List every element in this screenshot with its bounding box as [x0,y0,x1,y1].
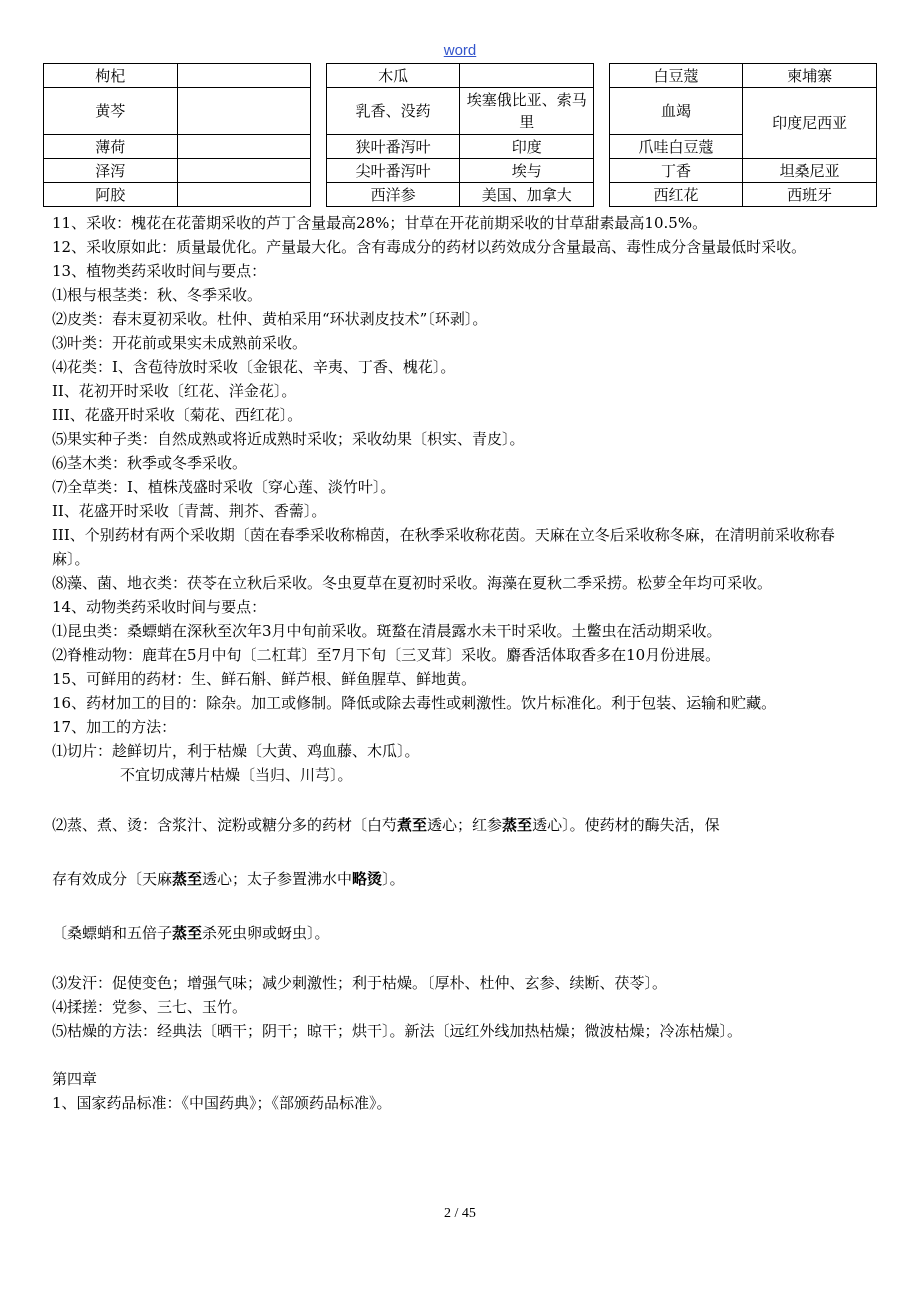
text-run: 透心；红参 [427,816,503,834]
paragraph: ⑴切片：趁鲜切片，利于枯燥〔大黄、鸡血藤、木瓜〕。 [52,742,420,760]
paragraph [52,813,872,837]
paragraph: ⑵皮类：春末夏初采收。杜仲、黄柏采用“环状剥皮技术”〔环剥〕。 [52,310,488,328]
table-cell: 西红花 [609,183,743,207]
paragraph: II、花盛开时采收〔青蒿、荆芥、香薷〕。 [52,502,327,520]
table-cell: 枸杞 [44,64,178,88]
paragraph: ⑹茎木类：秋季或冬季采收。 [52,454,248,472]
table-cell: 柬埔寨 [743,64,877,88]
herb-origin-table [43,63,877,207]
paragraph: ⑻藻、菌、地衣类：茯苓在立秋后采收。冬虫夏草在夏初时采收。海藻在夏秋二季采捞。松萝全年均可采收。 [52,574,773,592]
bold-text: 略烫 [352,870,383,888]
paragraph: ⑶叶类：开花前或果实未成熟前采收。 [52,334,308,352]
table-cell: 西洋参 [326,183,460,207]
paragraph: 15、可鲜用的药材：生、鲜石斛、鲜芦根、鲜鱼腥草、鲜地黄。 [52,670,477,688]
paragraph: ⑷花类：I、含苞待放时采收〔金银花、辛夷、丁香、槐花〕。 [52,358,456,376]
table-cell: 尖叶番泻叶 [326,159,460,183]
table-cell: 狭叶番泻叶 [326,135,460,159]
table-cell: 印度 [460,135,594,159]
table-cell: 坦桑尼亚 [743,159,877,183]
chapter-heading: 第四章 [52,1070,98,1088]
table-cell: 黄芩 [44,88,178,135]
table-row [44,64,877,88]
table-cell [177,135,311,159]
table-cell: 薄荷 [44,135,178,159]
paragraph: ⑸枯燥的方法：经典法〔晒干；阴干；晾干；烘干〕。新法〔远红外线加热枯燥；微波枯燥；冷冻枯燥〕。 [52,1022,743,1040]
paragraph: 16、药材加工的目的：除杂。加工或修制。降低或除去毒性或刺激性。饮片标准化。利于包装、运输和贮藏。 [52,694,777,712]
table-cell: 埃塞俄比亚、索马里 [460,88,594,135]
table-row [44,183,877,207]
table-cell: 丁香 [609,159,743,183]
header-word-link[interactable]: word [443,42,477,59]
table-cell: 美国、加拿大 [460,183,594,207]
document-body [52,211,872,1115]
paragraph: ⑷揉搓：党参、三七、玉竹。 [52,998,248,1016]
paragraph: II、花初开时采收〔红花、洋金花〕。 [52,382,297,400]
bold-text: 煮至 [397,816,428,834]
paragraph: 12、采收原如此：质量最优化。产量最大化。含有毒成分的药材以药效成分含量最高、毒性成分含量最低时采收。 [52,238,807,256]
table-cell [460,64,594,88]
paragraph [52,921,872,945]
table-cell: 乳香、没药 [326,88,460,135]
table-row [44,88,877,135]
table-cell: 印度尼西亚 [743,88,877,159]
paragraph: ⑶发汗：促使变色；增强气味；减少刺激性；利于枯燥。〔厚朴、杜仲、玄参、续断、茯苓〕。 [52,974,668,992]
table-gap [311,64,327,207]
table-cell: 爪哇白豆蔻 [609,135,743,159]
text-run: 〔桑螵蛸和五倍子 [52,924,173,942]
table-cell: 泽泻 [44,159,178,183]
paragraph: III、个别药材有两个采收期〔茵在春季采收称棉茵，在秋季采收称花茵。天麻在立冬后采收称冬麻，在清明前采收称春麻〕。 [52,526,835,568]
table-cell: 血竭 [609,88,743,135]
text-run: 存有效成分〔天麻 [52,870,173,888]
paragraph: ⑴根与根茎类：秋、冬季采收。 [52,286,263,304]
table-cell [177,64,311,88]
paragraph: ⑴昆虫类：桑螵蛸在深秋至次年3月中旬前采收。斑蝥在清晨露水未干时采收。土鳖虫在活动期采收。 [52,622,722,640]
bold-text: 蒸至 [172,870,203,888]
table-cell: 阿胶 [44,183,178,207]
table-cell: 木瓜 [326,64,460,88]
text-run: 〕。 [382,870,405,888]
table-cell: 白豆蔻 [609,64,743,88]
table-cell [177,88,311,135]
text-run: 透心；太子参置沸水中 [202,870,353,888]
text-run: ⑵蒸、煮、烫：含浆汁、淀粉或糖分多的药材〔白芍 [52,816,398,834]
table-gap [594,64,610,207]
text-run: 透心〕。使药材的酶失活，保 [532,816,720,834]
paragraph: III、花盛开时采收〔菊花、西红花〕。 [52,406,303,424]
bold-text: 蒸至 [502,816,533,834]
table-cell: 西班牙 [743,183,877,207]
bold-text: 蒸至 [172,924,203,942]
paragraph: ⑸果实种子类：自然成熟或将近成熟时采收；采收幼果〔枳实、青皮〕。 [52,430,525,448]
table-cell [177,183,311,207]
paragraph: 14、动物类药采收时间与要点： [52,598,267,616]
paragraph: ⑺全草类：I、植株茂盛时采收〔穿心莲、淡竹叶〕。 [52,478,396,496]
page-number: 2 / 45 [444,1206,476,1221]
table-cell: 埃与 [460,159,594,183]
table-cell [177,159,311,183]
paragraph: 1、国家药品标准：《中国药典》；《部颁药品标准》。 [52,1094,392,1112]
paragraph: 13、植物类药采收时间与要点： [52,262,267,280]
paragraph: 17、加工的方法： [52,718,177,736]
paragraph [52,867,872,891]
paragraph: ⑵脊椎动物：鹿茸在5月中旬〔二杠茸〕至7月下旬〔三叉茸〕采收。麝香活体取香多在10月份进展。 [52,646,721,664]
table-row [44,159,877,183]
paragraph: 11、采收：槐花在花蕾期采收的芦丁含量最高28%；甘草在开花前期采收的甘草甜素最高10.5%。 [52,214,708,232]
text-run: 杀死虫卵或蚜虫〕。 [202,924,330,942]
paragraph: 不宜切成薄片枯燥〔当归、川芎〕。 [120,766,353,784]
